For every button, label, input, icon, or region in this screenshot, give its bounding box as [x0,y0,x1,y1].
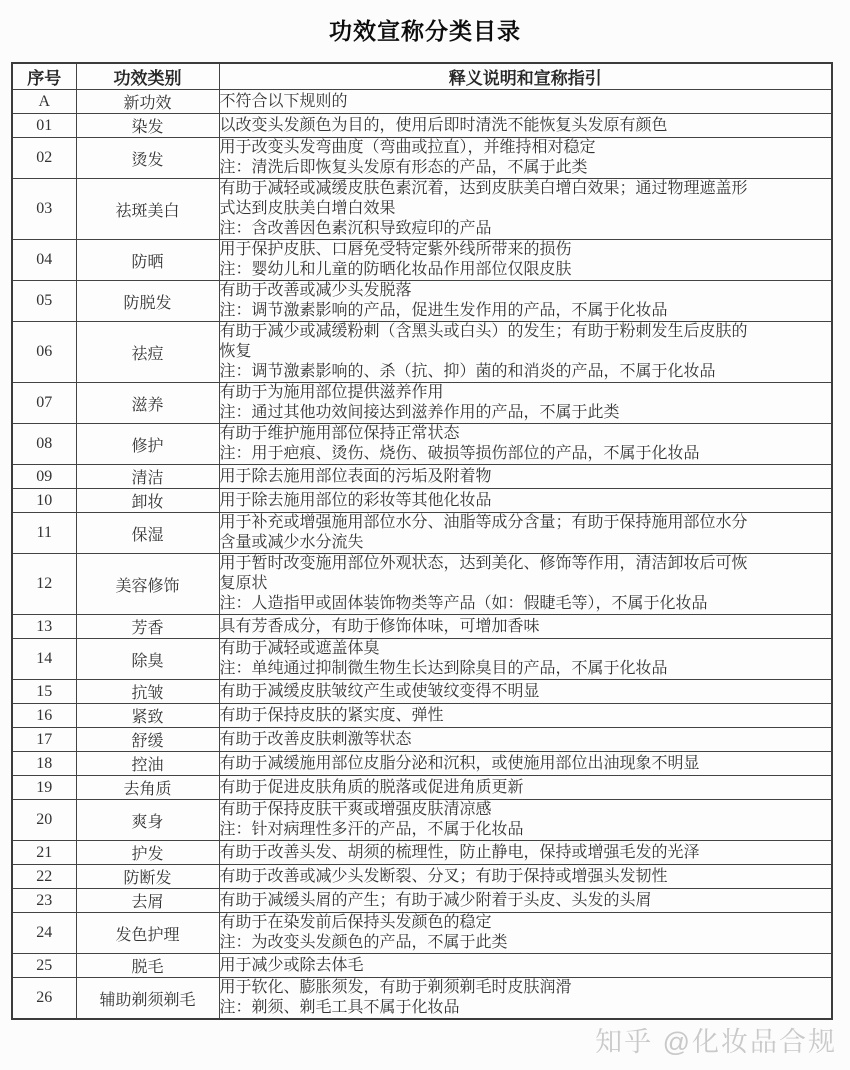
table-row [12,383,832,424]
row-no-cell: 14 [12,639,76,680]
row-guide-cell [219,776,832,800]
table-row [12,680,832,704]
table-row [12,322,832,383]
guide-line: 用于暂时改变施用部位外观状态，达到美化、修饰等作用，清洁卸妆后可恢 [219,555,748,572]
table-row [12,114,832,138]
row-no-cell: 17 [12,728,76,752]
table-row [12,752,832,776]
row-guide-cell [219,865,832,889]
row-category-cell: 烫发 [76,138,219,179]
row-no-cell: 22 [12,865,76,889]
guide-line: 不符合以下规则的 [219,92,348,110]
guide-line: 注：为改变头发颜色的产品，不属于此类 [219,934,508,951]
guide-line: 注：用于疤痕、烫伤、烧伤、破损等损伤部位的产品，不属于化妆品 [219,445,700,462]
row-no-cell: A [12,90,76,114]
guide-line: 注：婴幼儿和儿童的防晒化妆品作用部位仅限皮肤 [219,261,572,278]
row-guide-cell [219,465,832,489]
table-row [12,728,832,752]
row-guide-cell [219,138,832,179]
guide-line: 注：通过其他功效间接达到滋养作用的产品，不属于此类 [219,404,620,421]
watermark-text: 知乎 @化妆品合规 [595,1027,837,1057]
row-no-cell: 24 [12,913,76,954]
row-category-cell: 芳香 [76,615,219,639]
row-category-cell: 辅助剃须剃毛 [76,978,219,1020]
row-guide-cell [219,680,832,704]
row-no-cell: 19 [12,776,76,800]
row-no-cell: 16 [12,704,76,728]
row-category-cell: 紧致 [76,704,219,728]
table-row [12,465,832,489]
efficacy-claim-table [11,62,833,1020]
guide-line: 有助于改善头发、胡须的梳理性，防止静电，保持或增强毛发的光泽 [219,843,700,861]
row-category-cell: 除臭 [76,639,219,680]
table-row [12,978,832,1020]
row-category-cell: 防晒 [76,240,219,281]
row-no-cell: 03 [12,179,76,240]
row-no-cell: 12 [12,554,76,615]
guide-line: 有助于在染发前后保持头发颜色的稳定 [219,914,492,931]
guide-line: 含量或减少水分流失 [219,534,364,551]
row-guide-cell [219,800,832,841]
table-row [12,841,832,865]
guide-line: 有助于维护施用部位保持正常状态 [219,425,460,442]
row-category-cell: 舒缓 [76,728,219,752]
row-category-cell: 爽身 [76,800,219,841]
row-guide-cell [219,889,832,913]
guide-line: 有助于改善或减少头发断裂、分叉；有助于保持或增强头发韧性 [219,867,668,885]
guide-line: 注：剃须、剃毛工具不属于化妆品 [219,999,460,1016]
guide-line: 以改变头发颜色为目的，使用后即时清洗不能恢复头发原有颜色 [219,116,668,134]
row-guide-cell [219,728,832,752]
table-row [12,639,832,680]
column-header-no: 序号 [12,63,76,90]
table-row [12,179,832,240]
row-category-cell: 抗皱 [76,680,219,704]
table-row [12,704,832,728]
row-guide-cell [219,114,832,138]
row-category-cell: 卸妆 [76,489,219,513]
guide-line: 有助于减缓施用部位皮脂分泌和沉积，或使施用部位出油现象不明显 [219,754,700,772]
table-body [12,90,832,1020]
row-no-cell: 13 [12,615,76,639]
table-row [12,913,832,954]
row-category-cell: 染发 [76,114,219,138]
row-guide-cell [219,954,832,978]
row-category-cell: 防脱发 [76,281,219,322]
guide-line: 注：人造指甲或固体装饰物类等产品（如：假睫毛等），不属于化妆品 [219,595,708,612]
table-row [12,800,832,841]
table-row [12,281,832,322]
guide-line: 有助于减缓皮肤皱纹产生或使皱纹变得不明显 [219,682,540,700]
row-guide-cell [219,489,832,513]
guide-line: 注：调节激素影响的产品，促进生发作用的产品，不属于化妆品 [219,302,668,319]
guide-line: 用于除去施用部位的彩妆等其他化妆品 [219,491,492,509]
row-no-cell: 18 [12,752,76,776]
row-no-cell: 25 [12,954,76,978]
guide-line: 有助于改善皮肤刺激等状态 [219,730,412,748]
row-no-cell: 21 [12,841,76,865]
table-row [12,776,832,800]
guide-line: 有助于保持皮肤的紧实度、弹性 [219,706,444,724]
guide-line: 注：含改善因色素沉积导致痘印的产品 [219,220,492,237]
table-row [12,240,832,281]
row-category-cell: 去屑 [76,889,219,913]
row-category-cell: 保湿 [76,513,219,554]
guide-line: 用于除去施用部位表面的污垢及附着物 [219,467,492,485]
row-category-cell: 发色护理 [76,913,219,954]
row-no-cell: 02 [12,138,76,179]
guide-line: 用于补充或增强施用部位水分、油脂等成分含量；有助于保持施用部位水分 [219,514,748,531]
row-guide-cell [219,322,832,383]
guide-line: 有助于改善或减少头发脱落 [219,282,412,299]
row-category-cell: 控油 [76,752,219,776]
table-row [12,554,832,615]
row-guide-cell [219,704,832,728]
row-no-cell: 08 [12,424,76,465]
row-no-cell: 09 [12,465,76,489]
row-category-cell: 滋养 [76,383,219,424]
row-no-cell: 26 [12,978,76,1020]
page-title: 功效宣称分类目录 [329,18,521,44]
row-category-cell: 护发 [76,841,219,865]
row-no-cell: 10 [12,489,76,513]
table-row [12,90,832,114]
guide-line: 注：调节激素影响的、杀（抗、抑）菌的和消炎的产品，不属于化妆品 [219,363,716,380]
table-row [12,615,832,639]
row-guide-cell [219,913,832,954]
guide-line: 复原状 [219,575,268,592]
row-guide-cell [219,639,832,680]
table-row [12,865,832,889]
guide-line: 有助于保持皮肤干爽或增强皮肤清凉感 [219,801,492,818]
row-category-cell: 新功效 [76,90,219,114]
row-guide-cell [219,90,832,114]
row-guide-cell [219,841,832,865]
guide-line: 用于软化、膨胀须发，有助于剃须剃毛时皮肤润滑 [219,979,572,996]
row-category-cell: 清洁 [76,465,219,489]
row-guide-cell [219,281,832,322]
guide-line: 式达到皮肤美白增白效果 [219,200,396,217]
guide-line: 用于保护皮肤、口唇免受特定紫外线所带来的损伤 [219,241,572,258]
row-no-cell: 05 [12,281,76,322]
table-row [12,138,832,179]
row-no-cell: 04 [12,240,76,281]
row-guide-cell [219,383,832,424]
row-no-cell: 20 [12,800,76,841]
guide-line: 有助于减轻或减缓皮肤色素沉着，达到皮肤美白增白效果；通过物理遮盖形 [219,180,748,197]
row-no-cell: 23 [12,889,76,913]
row-guide-cell [219,615,832,639]
row-no-cell: 11 [12,513,76,554]
guide-line: 有助于减缓头屑的产生；有助于减少附着于头皮、头发的头屑 [219,891,652,909]
table-row [12,954,832,978]
guide-line: 用于改变头发弯曲度（弯曲或拉直），并维持相对稳定 [219,139,596,156]
guide-line: 注：单纯通过抑制微生物生长达到除臭目的产品，不属于化妆品 [219,660,668,677]
guide-line: 有助于为施用部位提供滋养作用 [219,384,444,401]
guide-line: 具有芳香成分，有助于修饰体味，可增加香味 [219,617,540,635]
row-guide-cell [219,554,832,615]
table-row [12,424,832,465]
row-guide-cell [219,752,832,776]
row-category-cell: 防断发 [76,865,219,889]
table-row [12,489,832,513]
guide-line: 有助于减少或减缓粉刺（含黑头或白头）的发生；有助于粉刺发生后皮肤的 [219,323,748,340]
row-category-cell: 美容修饰 [76,554,219,615]
guide-line: 注：针对病理性多汗的产品，不属于化妆品 [219,821,524,838]
row-no-cell: 07 [12,383,76,424]
row-category-cell: 祛痘 [76,322,219,383]
row-no-cell: 15 [12,680,76,704]
row-guide-cell [219,424,832,465]
column-header-guide: 释义说明和宣称指引 [219,63,832,90]
guide-line: 有助于促进皮肤角质的脱落或促进角质更新 [219,778,524,796]
guide-line: 有助于减轻或遮盖体臭 [219,640,380,657]
table-row [12,889,832,913]
table-header-row [12,63,832,90]
guide-line: 用于减少或除去体毛 [219,956,364,974]
row-no-cell: 01 [12,114,76,138]
table-row [12,513,832,554]
row-category-cell: 去角质 [76,776,219,800]
guide-line: 恢复 [219,343,252,360]
row-guide-cell [219,978,832,1020]
row-guide-cell [219,179,832,240]
column-header-category: 功效类别 [76,63,219,90]
row-guide-cell [219,513,832,554]
row-guide-cell [219,240,832,281]
row-category-cell: 祛斑美白 [76,179,219,240]
row-category-cell: 脱毛 [76,954,219,978]
guide-line: 注：清洗后即恢复头发原有形态的产品，不属于此类 [219,159,588,176]
row-no-cell: 06 [12,322,76,383]
row-category-cell: 修护 [76,424,219,465]
